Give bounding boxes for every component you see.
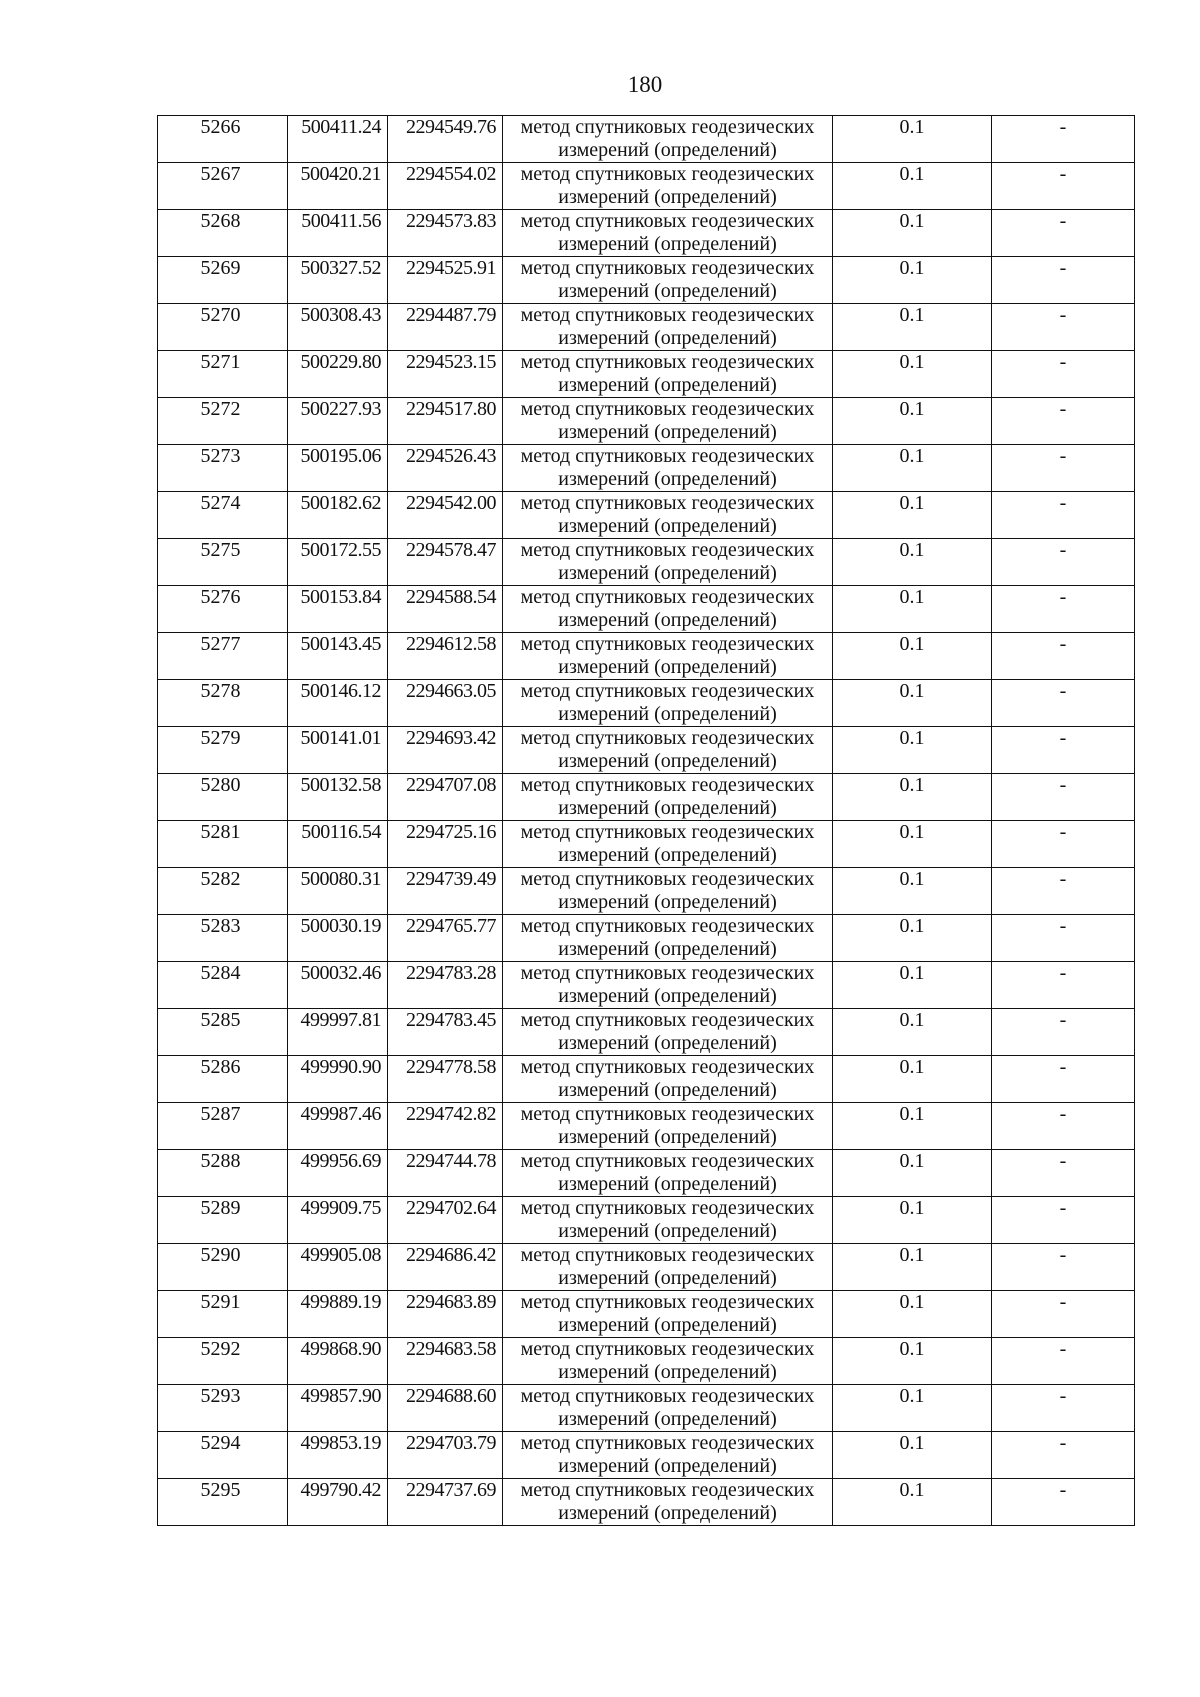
method-cell: метод спутниковых геодезических измерений (определений): [503, 962, 833, 1009]
x-coordinate-cell: 500308.43: [288, 304, 388, 351]
accuracy-cell: 0.1: [833, 304, 992, 351]
accuracy-cell: 0.1: [833, 680, 992, 727]
y-coordinate-cell: 2294542.00: [388, 492, 503, 539]
method-cell: метод спутниковых геодезических измерений (определений): [503, 445, 833, 492]
point-id-cell: 5286: [158, 1056, 288, 1103]
point-id-cell: 5277: [158, 633, 288, 680]
accuracy-cell: 0.1: [833, 774, 992, 821]
y-coordinate-cell: 2294739.49: [388, 868, 503, 915]
table-row: [158, 1385, 1135, 1432]
x-coordinate-cell: 500116.54: [288, 821, 388, 868]
y-coordinate-cell: 2294517.80: [388, 398, 503, 445]
x-coordinate-cell: 500080.31: [288, 868, 388, 915]
method-cell: метод спутниковых геодезических измерений (определений): [503, 1056, 833, 1103]
method-cell: метод спутниковых геодезических измерений (определений): [503, 1479, 833, 1526]
table-row: [158, 1244, 1135, 1291]
note-cell: -: [992, 774, 1135, 821]
method-cell: метод спутниковых геодезических измерений (определений): [503, 257, 833, 304]
note-cell: -: [992, 821, 1135, 868]
table-row: [158, 304, 1135, 351]
note-cell: -: [992, 1056, 1135, 1103]
note-cell: -: [992, 727, 1135, 774]
method-cell: метод спутниковых геодезических измерений (определений): [503, 586, 833, 633]
point-id-cell: 5288: [158, 1150, 288, 1197]
table-row: [158, 821, 1135, 868]
accuracy-cell: 0.1: [833, 398, 992, 445]
point-id-cell: 5271: [158, 351, 288, 398]
y-coordinate-cell: 2294737.69: [388, 1479, 503, 1526]
point-id-cell: 5292: [158, 1338, 288, 1385]
method-cell: метод спутниковых геодезических измерений (определений): [503, 1291, 833, 1338]
method-cell: метод спутниковых геодезических измерений (определений): [503, 210, 833, 257]
y-coordinate-cell: 2294707.08: [388, 774, 503, 821]
accuracy-cell: 0.1: [833, 492, 992, 539]
note-cell: -: [992, 1479, 1135, 1526]
accuracy-cell: 0.1: [833, 1197, 992, 1244]
table-row: [158, 633, 1135, 680]
table-row: [158, 163, 1135, 210]
y-coordinate-cell: 2294525.91: [388, 257, 503, 304]
x-coordinate-cell: 500420.21: [288, 163, 388, 210]
method-cell: метод спутниковых геодезических измерений (определений): [503, 1150, 833, 1197]
y-coordinate-cell: 2294742.82: [388, 1103, 503, 1150]
x-coordinate-cell: 500229.80: [288, 351, 388, 398]
method-cell: метод спутниковых геодезических измерений (определений): [503, 868, 833, 915]
note-cell: -: [992, 915, 1135, 962]
y-coordinate-cell: 2294783.45: [388, 1009, 503, 1056]
y-coordinate-cell: 2294683.89: [388, 1291, 503, 1338]
x-coordinate-cell: 500141.01: [288, 727, 388, 774]
note-cell: -: [992, 539, 1135, 586]
y-coordinate-cell: 2294612.58: [388, 633, 503, 680]
y-coordinate-cell: 2294783.28: [388, 962, 503, 1009]
note-cell: -: [992, 257, 1135, 304]
accuracy-cell: 0.1: [833, 586, 992, 633]
y-coordinate-cell: 2294523.15: [388, 351, 503, 398]
note-cell: -: [992, 680, 1135, 727]
y-coordinate-cell: 2294683.58: [388, 1338, 503, 1385]
accuracy-cell: 0.1: [833, 915, 992, 962]
point-id-cell: 5285: [158, 1009, 288, 1056]
note-cell: -: [992, 1385, 1135, 1432]
accuracy-cell: 0.1: [833, 1291, 992, 1338]
method-cell: метод спутниковых геодезических измерений (определений): [503, 633, 833, 680]
x-coordinate-cell: 499909.75: [288, 1197, 388, 1244]
method-cell: метод спутниковых геодезических измерений (определений): [503, 163, 833, 210]
x-coordinate-cell: 500411.56: [288, 210, 388, 257]
x-coordinate-cell: 500327.52: [288, 257, 388, 304]
accuracy-cell: 0.1: [833, 116, 992, 163]
y-coordinate-cell: 2294703.79: [388, 1432, 503, 1479]
accuracy-cell: 0.1: [833, 1009, 992, 1056]
y-coordinate-cell: 2294549.76: [388, 116, 503, 163]
accuracy-cell: 0.1: [833, 1385, 992, 1432]
point-id-cell: 5276: [158, 586, 288, 633]
method-cell: метод спутниковых геодезических измерений (определений): [503, 304, 833, 351]
note-cell: -: [992, 1291, 1135, 1338]
table-row: [158, 1150, 1135, 1197]
point-id-cell: 5290: [158, 1244, 288, 1291]
accuracy-cell: 0.1: [833, 962, 992, 1009]
note-cell: -: [992, 492, 1135, 539]
method-cell: метод спутниковых геодезических измерений (определений): [503, 1432, 833, 1479]
note-cell: -: [992, 586, 1135, 633]
accuracy-cell: 0.1: [833, 1479, 992, 1526]
note-cell: -: [992, 116, 1135, 163]
y-coordinate-cell: 2294744.78: [388, 1150, 503, 1197]
coordinates-table: [157, 115, 1135, 1526]
point-id-cell: 5268: [158, 210, 288, 257]
accuracy-cell: 0.1: [833, 868, 992, 915]
y-coordinate-cell: 2294663.05: [388, 680, 503, 727]
table-row: [158, 492, 1135, 539]
note-cell: -: [992, 633, 1135, 680]
x-coordinate-cell: 499889.19: [288, 1291, 388, 1338]
table-row: [158, 1197, 1135, 1244]
x-coordinate-cell: 500182.62: [288, 492, 388, 539]
y-coordinate-cell: 2294702.64: [388, 1197, 503, 1244]
method-cell: метод спутниковых геодезических измерений (определений): [503, 821, 833, 868]
table-row: [158, 962, 1135, 1009]
point-id-cell: 5282: [158, 868, 288, 915]
y-coordinate-cell: 2294554.02: [388, 163, 503, 210]
y-coordinate-cell: 2294693.42: [388, 727, 503, 774]
accuracy-cell: 0.1: [833, 1338, 992, 1385]
table-row: [158, 539, 1135, 586]
accuracy-cell: 0.1: [833, 1244, 992, 1291]
table-row: [158, 398, 1135, 445]
note-cell: -: [992, 163, 1135, 210]
x-coordinate-cell: 500146.12: [288, 680, 388, 727]
coordinates-table-body: [158, 116, 1135, 1526]
accuracy-cell: 0.1: [833, 163, 992, 210]
table-row: [158, 727, 1135, 774]
table-row: [158, 1338, 1135, 1385]
table-row: [158, 351, 1135, 398]
x-coordinate-cell: 499990.90: [288, 1056, 388, 1103]
table-row: [158, 116, 1135, 163]
table-row: [158, 1103, 1135, 1150]
method-cell: метод спутниковых геодезических измерений (определений): [503, 727, 833, 774]
note-cell: -: [992, 1338, 1135, 1385]
point-id-cell: 5295: [158, 1479, 288, 1526]
x-coordinate-cell: 500153.84: [288, 586, 388, 633]
y-coordinate-cell: 2294578.47: [388, 539, 503, 586]
x-coordinate-cell: 499905.08: [288, 1244, 388, 1291]
point-id-cell: 5266: [158, 116, 288, 163]
table-row: [158, 257, 1135, 304]
point-id-cell: 5293: [158, 1385, 288, 1432]
note-cell: -: [992, 304, 1135, 351]
method-cell: метод спутниковых геодезических измерений (определений): [503, 398, 833, 445]
table-row: [158, 1432, 1135, 1479]
point-id-cell: 5269: [158, 257, 288, 304]
table-row: [158, 680, 1135, 727]
point-id-cell: 5272: [158, 398, 288, 445]
accuracy-cell: 0.1: [833, 1432, 992, 1479]
table-row: [158, 915, 1135, 962]
x-coordinate-cell: 500227.93: [288, 398, 388, 445]
x-coordinate-cell: 499857.90: [288, 1385, 388, 1432]
x-coordinate-cell: 500143.45: [288, 633, 388, 680]
x-coordinate-cell: 499987.46: [288, 1103, 388, 1150]
y-coordinate-cell: 2294765.77: [388, 915, 503, 962]
table-row: [158, 868, 1135, 915]
accuracy-cell: 0.1: [833, 351, 992, 398]
method-cell: метод спутниковых геодезических измерений (определений): [503, 116, 833, 163]
method-cell: метод спутниковых геодезических измерений (определений): [503, 539, 833, 586]
accuracy-cell: 0.1: [833, 1056, 992, 1103]
method-cell: метод спутниковых геодезических измерений (определений): [503, 1244, 833, 1291]
method-cell: метод спутниковых геодезических измерений (определений): [503, 1103, 833, 1150]
x-coordinate-cell: 499956.69: [288, 1150, 388, 1197]
accuracy-cell: 0.1: [833, 257, 992, 304]
y-coordinate-cell: 2294725.16: [388, 821, 503, 868]
point-id-cell: 5270: [158, 304, 288, 351]
x-coordinate-cell: 500172.55: [288, 539, 388, 586]
point-id-cell: 5280: [158, 774, 288, 821]
note-cell: -: [992, 398, 1135, 445]
point-id-cell: 5289: [158, 1197, 288, 1244]
table-row: [158, 210, 1135, 257]
table-row: [158, 1009, 1135, 1056]
method-cell: метод спутниковых геодезических измерений (определений): [503, 1385, 833, 1432]
note-cell: -: [992, 1197, 1135, 1244]
table-row: [158, 1479, 1135, 1526]
table-row: [158, 445, 1135, 492]
method-cell: метод спутниковых геодезических измерений (определений): [503, 774, 833, 821]
method-cell: метод спутниковых геодезических измерений (определений): [503, 351, 833, 398]
point-id-cell: 5267: [158, 163, 288, 210]
accuracy-cell: 0.1: [833, 445, 992, 492]
note-cell: -: [992, 1244, 1135, 1291]
accuracy-cell: 0.1: [833, 727, 992, 774]
x-coordinate-cell: 499997.81: [288, 1009, 388, 1056]
point-id-cell: 5273: [158, 445, 288, 492]
method-cell: метод спутниковых геодезических измерений (определений): [503, 492, 833, 539]
y-coordinate-cell: 2294778.58: [388, 1056, 503, 1103]
y-coordinate-cell: 2294686.42: [388, 1244, 503, 1291]
method-cell: метод спутниковых геодезических измерений (определений): [503, 1197, 833, 1244]
accuracy-cell: 0.1: [833, 821, 992, 868]
note-cell: -: [992, 210, 1135, 257]
x-coordinate-cell: 500032.46: [288, 962, 388, 1009]
y-coordinate-cell: 2294688.60: [388, 1385, 503, 1432]
method-cell: метод спутниковых геодезических измерений (определений): [503, 915, 833, 962]
accuracy-cell: 0.1: [833, 1150, 992, 1197]
note-cell: -: [992, 868, 1135, 915]
table-row: [158, 1056, 1135, 1103]
point-id-cell: 5287: [158, 1103, 288, 1150]
x-coordinate-cell: 500132.58: [288, 774, 388, 821]
point-id-cell: 5291: [158, 1291, 288, 1338]
y-coordinate-cell: 2294526.43: [388, 445, 503, 492]
accuracy-cell: 0.1: [833, 633, 992, 680]
x-coordinate-cell: 499790.42: [288, 1479, 388, 1526]
note-cell: -: [992, 962, 1135, 1009]
y-coordinate-cell: 2294573.83: [388, 210, 503, 257]
point-id-cell: 5283: [158, 915, 288, 962]
x-coordinate-cell: 499853.19: [288, 1432, 388, 1479]
y-coordinate-cell: 2294588.54: [388, 586, 503, 633]
note-cell: -: [992, 1103, 1135, 1150]
accuracy-cell: 0.1: [833, 210, 992, 257]
point-id-cell: 5275: [158, 539, 288, 586]
x-coordinate-cell: 500030.19: [288, 915, 388, 962]
y-coordinate-cell: 2294487.79: [388, 304, 503, 351]
accuracy-cell: 0.1: [833, 1103, 992, 1150]
point-id-cell: 5294: [158, 1432, 288, 1479]
method-cell: метод спутниковых геодезических измерений (определений): [503, 1009, 833, 1056]
table-row: [158, 774, 1135, 821]
point-id-cell: 5278: [158, 680, 288, 727]
accuracy-cell: 0.1: [833, 539, 992, 586]
note-cell: -: [992, 351, 1135, 398]
x-coordinate-cell: 499868.90: [288, 1338, 388, 1385]
point-id-cell: 5279: [158, 727, 288, 774]
note-cell: -: [992, 1009, 1135, 1056]
table-row: [158, 1291, 1135, 1338]
method-cell: метод спутниковых геодезических измерений (определений): [503, 680, 833, 727]
point-id-cell: 5284: [158, 962, 288, 1009]
point-id-cell: 5274: [158, 492, 288, 539]
x-coordinate-cell: 500195.06: [288, 445, 388, 492]
note-cell: -: [992, 1432, 1135, 1479]
x-coordinate-cell: 500411.24: [288, 116, 388, 163]
method-cell: метод спутниковых геодезических измерений (определений): [503, 1338, 833, 1385]
note-cell: -: [992, 1150, 1135, 1197]
note-cell: -: [992, 445, 1135, 492]
point-id-cell: 5281: [158, 821, 288, 868]
page-number: 180: [627, 72, 663, 97]
table-row: [158, 586, 1135, 633]
